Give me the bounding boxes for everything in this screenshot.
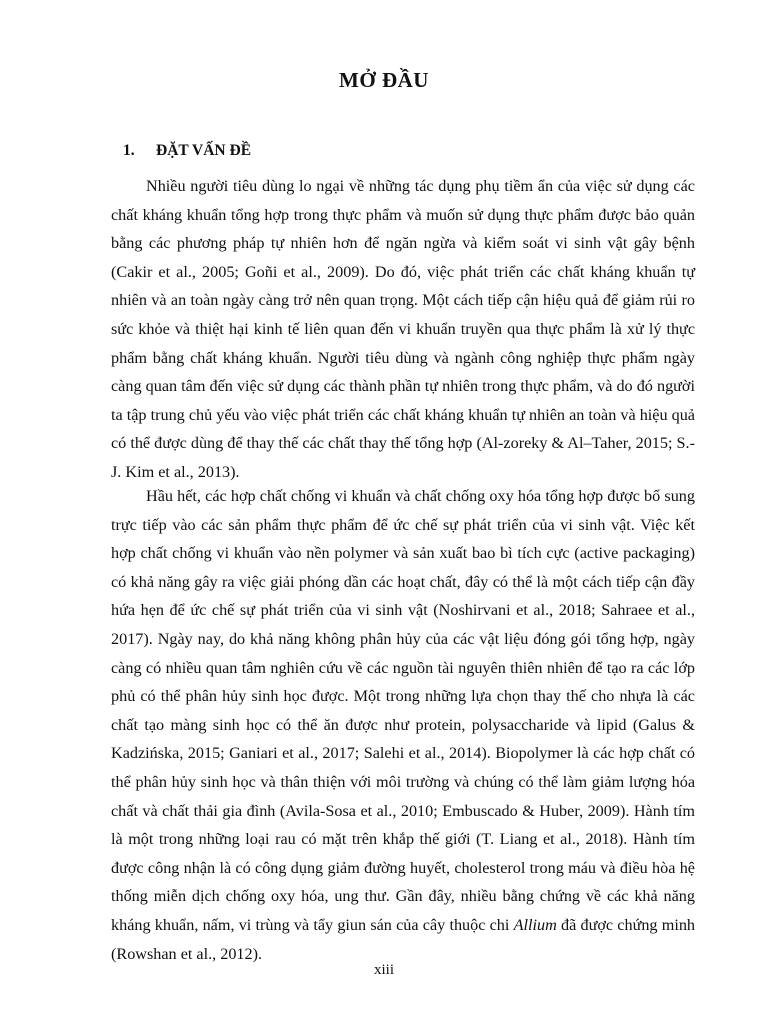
section-heading <box>123 142 251 160</box>
paragraph-2-end-text: đã được chứng minh (Rowshan et al., 2012). <box>111 915 696 963</box>
genus-name: Allium <box>513 915 557 934</box>
paragraph-block-1 <box>111 172 695 487</box>
paragraph-1: Nhiều người tiêu dùng lo ngại về những tác dụng phụ tiềm ẩn của việc sử dụng các chất kháng khuẩn tổng hợp trong thực phẩm và muốn sử dụng thực phẩm được bảo quản bằng các phương pháp tự nhiên hơn để ngăn ngừa và kiểm soát vi sinh vật gây bệnh (Cakir et al., 2005; Goñi et al., 2009). Do đó, việc phát triển các chất kháng khuẩn tự nhiên và an toàn ngày càng trở nên quan trọng. Một cách tiếp cận hiệu quả để giảm rủi ro sức khỏe và thiệt hại kinh tế liên quan đến vi khuẩn truyền qua thực phẩm là xử lý thực phẩm bằng chất kháng khuẩn. Người tiêu dùng và ngành công nghiệp thực phẩm ngày càng quan tâm đến việc sử dụng các thành phần tự nhiên trong thực phẩm, và do đó người ta tập trung chủ yếu vào việc phát triển các chất kháng khuẩn tự nhiên an toàn và hiệu quả có thể được dùng để thay thế các chất thay thế tổng hợp (Al-zoreky & Al–Taher, 2015; S.-J. Kim et al., 2013). <box>111 177 695 481</box>
section-number: 1. <box>123 142 135 159</box>
paragraph-block-2 <box>111 482 695 968</box>
page-number: xiii <box>373 962 394 978</box>
section-title: ĐẶT VẤN ĐỀ <box>156 142 252 159</box>
page-title: MỞ ĐẦU <box>339 68 429 92</box>
paragraph-2-main-text: Hầu hết, các hợp chất chống vi khuẩn và chất chống oxy hóa tổng hợp được bổ sung trực tiếp vào các sản phẩm thực phẩm để ức chế sự phát triển của vi sinh vật. Việc kết hợp chất chống vi khuẩn vào nền polymer và sản xuất bao bì tích cực (active packaging) có khả năng gây ra việc giải phóng dần các hoạt chất, đây có thể là một cách tiếp cận đầy hứa hẹn để ức chế sự phát triển của vi sinh vật (Noshirvani et al., 2018; Sahraee et al., 2017). Ngày nay, do khả năng không phân hủy của các vật liệu đóng gói tổng hợp, ngày càng có nhiều quan tâm nghiên cứu về các nguồn tài nguyên thiên nhiên để tạo ra các lớp phủ có thể phân hủy sinh học được. Một trong những lựa chọn thay thế cho nhựa là các chất tạo màng sinh học có thể ăn được như protein, polysaccharide và lipid (Galus & Kadzińska, 2015; Ganiari et al., 2017; Salehi et al., 2014). Biopolymer là các hợp chất có thể phân hủy sinh học và thân thiện với môi trường và chúng có thể làm giảm lượng hóa chất và chất thải gia đình (Avila-Sosa et al., 2010; Embuscado & Huber, 2009). Hành tím là một trong những loại rau có mặt trên khắp thế giới (T. Liang et al., 2018). Hành tím được công nhận là có công dụng giảm đường huyết, cholesterol trong máu và điều hòa hệ thống miễn dịch chống oxy hóa, ung thư. Gần đây, nhiều bằng chứng về các khả năng kháng khuẩn, nấm, vi trùng và tẩy giun sán của cây thuộc chi <box>111 487 695 934</box>
paragraph-2 <box>111 482 695 968</box>
